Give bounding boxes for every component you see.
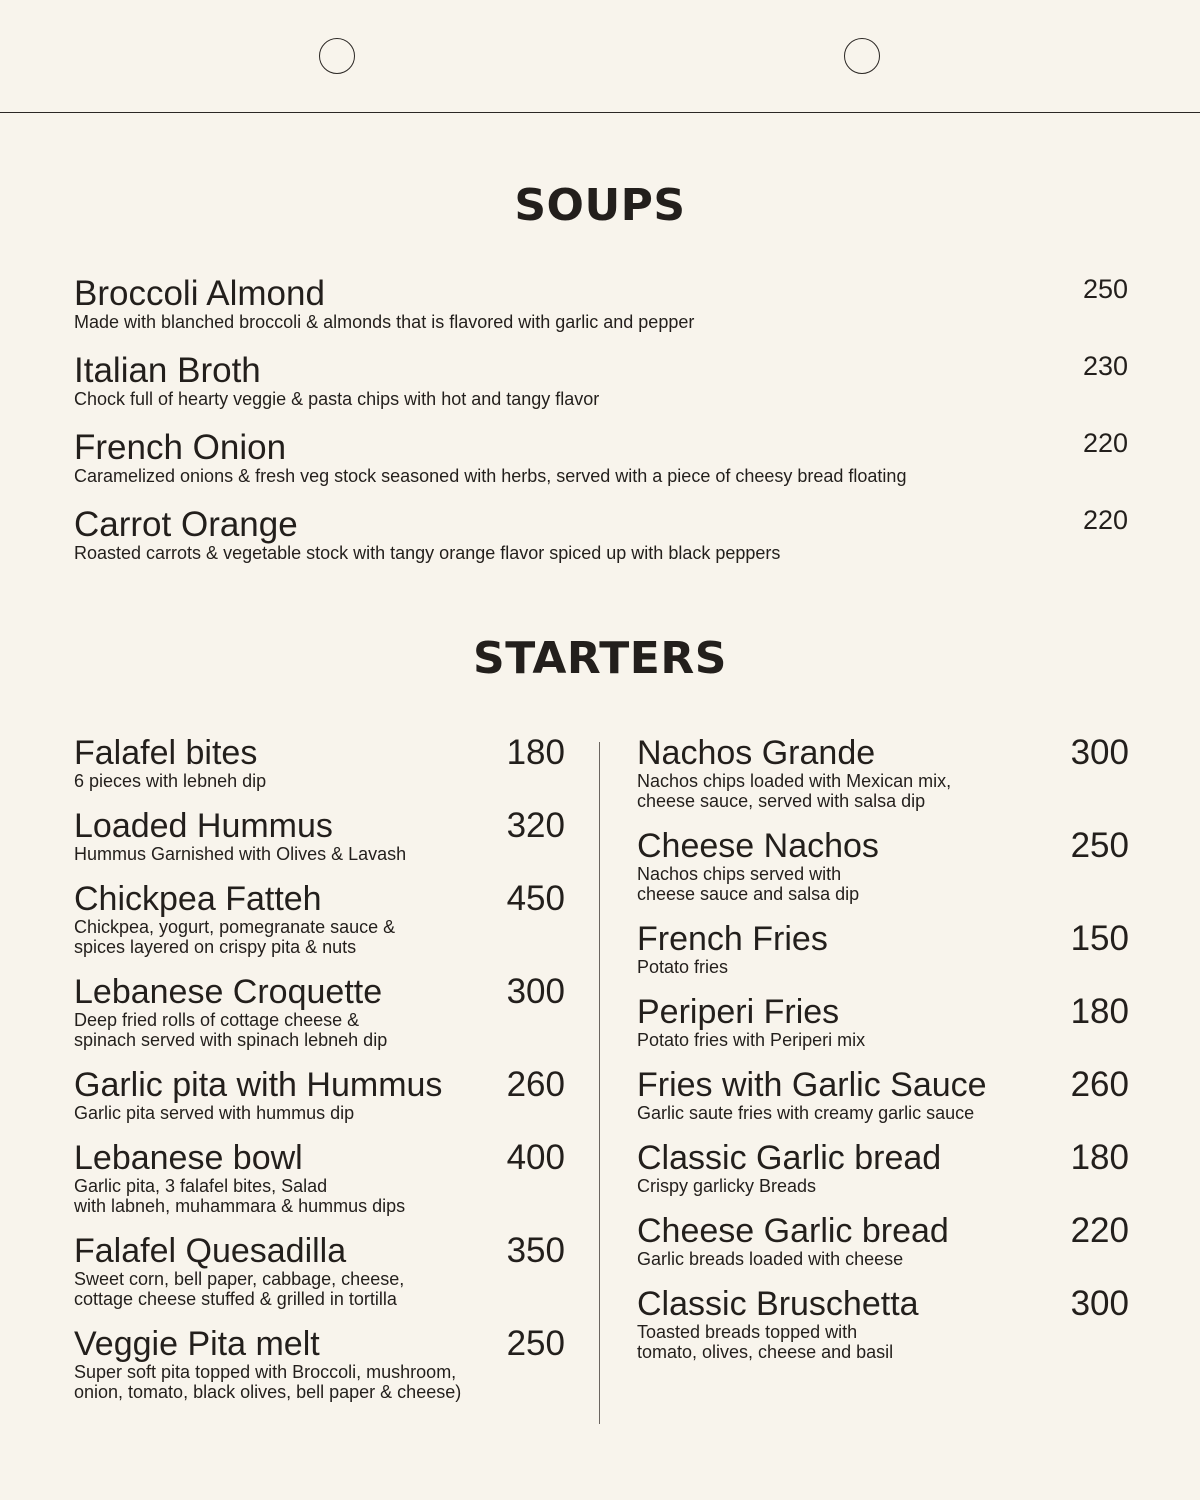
item-price: 180: [1070, 1138, 1129, 1177]
item-name: Cheese Nachos: [637, 827, 879, 865]
menu-item: [74, 973, 565, 1066]
item-description: Super soft pita topped with Broccoli, mushroom, onion, tomato, black olives, bell paper & cheese): [74, 1362, 462, 1402]
menu-item: [637, 1066, 1129, 1139]
item-description: Caramelized onions & fresh veg stock seasoned with herbs, served with a piece of cheesy bread floating: [74, 466, 907, 486]
item-price: 150: [1070, 919, 1129, 958]
item-price: 260: [1070, 1065, 1129, 1104]
item-price: 260: [506, 1065, 565, 1104]
item-description: Potato fries: [637, 957, 729, 977]
item-price: 300: [506, 972, 565, 1011]
item-name: French Fries: [637, 920, 828, 958]
starters-right-column: [637, 734, 1129, 1378]
item-name: Garlic pita with Hummus: [74, 1066, 443, 1104]
top-divider-line: [0, 112, 1200, 113]
menu-item: [74, 807, 565, 880]
menu-item: [74, 1325, 565, 1418]
item-name: Broccoli Almond: [74, 274, 325, 313]
menu-item: [637, 1212, 1129, 1285]
item-name: Nachos Grande: [637, 734, 876, 772]
item-description: Hummus Garnished with Olives & Lavash: [74, 844, 407, 864]
menu-item: [74, 274, 1128, 351]
binder-hole-left: [319, 38, 355, 74]
item-description: Deep fried rolls of cottage cheese & spinach served with spinach lebneh dip: [74, 1010, 388, 1050]
item-description: Chock full of hearty veggie & pasta chips with hot and tangy flavor: [74, 389, 600, 409]
menu-item: [74, 505, 1128, 582]
item-description: Potato fries with Periperi mix: [637, 1030, 866, 1050]
starters-heading: STARTERS: [473, 633, 727, 684]
item-name: Fries with Garlic Sauce: [637, 1066, 987, 1104]
menu-item: [74, 880, 565, 973]
item-price: 220: [1070, 1211, 1129, 1250]
item-description: Garlic breads loaded with cheese: [637, 1249, 904, 1269]
column-divider: [599, 742, 600, 1424]
item-description: Garlic pita, 3 falafel bites, Salad with labneh, muhammara & hummus dips: [74, 1176, 406, 1216]
item-name: Loaded Hummus: [74, 807, 333, 845]
item-name: Classic Garlic bread: [637, 1139, 942, 1177]
menu-item: [74, 351, 1128, 428]
item-description: 6 pieces with lebneh dip: [74, 771, 267, 791]
item-price: 350: [506, 1231, 565, 1270]
item-description: Garlic saute fries with creamy garlic sauce: [637, 1103, 975, 1123]
menu-item: [74, 734, 565, 807]
item-description: Crispy garlicky Breads: [637, 1176, 817, 1196]
item-name: Falafel Quesadilla: [74, 1232, 347, 1270]
menu-item: [637, 920, 1129, 993]
item-price: 450: [506, 879, 565, 918]
item-price: 400: [506, 1138, 565, 1177]
item-name: Lebanese bowl: [74, 1139, 303, 1177]
item-name: Periperi Fries: [637, 993, 840, 1031]
item-name: Lebanese Croquette: [74, 973, 383, 1011]
item-price: 180: [506, 733, 565, 772]
menu-item: [74, 428, 1128, 505]
menu-item: [74, 1139, 565, 1232]
item-name: Veggie Pita melt: [74, 1325, 320, 1363]
item-description: Sweet corn, bell paper, cabbage, cheese, cottage cheese stuffed & grilled in tortilla: [74, 1269, 405, 1309]
item-name: Chickpea Fatteh: [74, 880, 322, 918]
menu-item: [637, 1139, 1129, 1212]
item-description: Toasted breads topped with tomato, olives, cheese and basil: [637, 1322, 894, 1362]
item-description: Nachos chips served with cheese sauce and salsa dip: [637, 864, 860, 904]
starters-left-column: [74, 734, 565, 1418]
menu-item: [74, 1232, 565, 1325]
item-name: Carrot Orange: [74, 505, 298, 544]
item-price: 320: [506, 806, 565, 845]
item-description: Nachos chips loaded with Mexican mix, cheese sauce, served with salsa dip: [637, 771, 952, 811]
item-name: Classic Bruschetta: [637, 1285, 919, 1323]
soups-list: [74, 274, 1128, 582]
soups-heading: SOUPS: [514, 180, 686, 231]
item-price: 180: [1070, 992, 1129, 1031]
item-name: Cheese Garlic bread: [637, 1212, 949, 1250]
item-description: Chickpea, yogurt, pomegranate sauce & spices layered on crispy pita & nuts: [74, 917, 396, 957]
menu-item: [637, 1285, 1129, 1378]
item-price: 300: [1070, 1284, 1129, 1323]
item-name: French Onion: [74, 428, 287, 467]
binder-hole-right: [844, 38, 880, 74]
item-price: 250: [506, 1324, 565, 1363]
item-description: Made with blanched broccoli & almonds that is flavored with garlic and pepper: [74, 312, 695, 332]
item-price: 250: [1070, 826, 1129, 865]
item-price: 300: [1070, 733, 1129, 772]
item-price: 220: [1082, 428, 1128, 458]
item-price: 220: [1082, 505, 1128, 535]
item-price: 250: [1082, 274, 1128, 304]
menu-item: [637, 993, 1129, 1066]
item-description: Garlic pita served with hummus dip: [74, 1103, 355, 1123]
menu-item: [637, 734, 1129, 827]
menu-item: [637, 827, 1129, 920]
item-name: Italian Broth: [74, 351, 261, 390]
item-description: Roasted carrots & vegetable stock with tangy orange flavor spiced up with black peppers: [74, 543, 781, 563]
item-price: 230: [1082, 351, 1128, 381]
menu-item: [74, 1066, 565, 1139]
item-name: Falafel bites: [74, 734, 258, 772]
